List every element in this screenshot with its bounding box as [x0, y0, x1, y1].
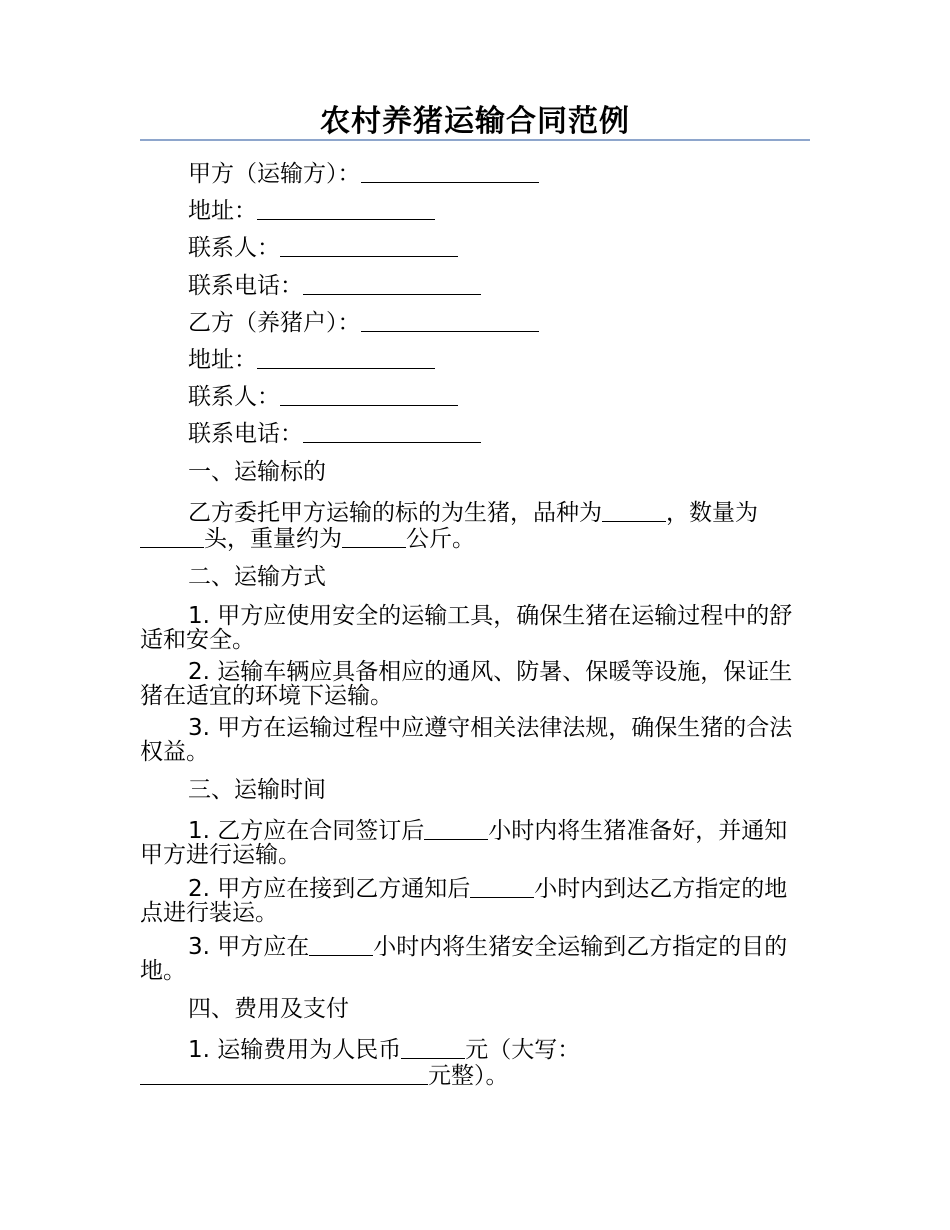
text-run: 元整）。 — [428, 1062, 509, 1089]
fill-blank — [257, 346, 435, 369]
fill-blank — [401, 1036, 465, 1059]
title-divider — [140, 139, 810, 141]
section-heading: 三、运输时间 — [188, 776, 326, 803]
party-b-contact-line — [188, 379, 810, 416]
fill-blank — [424, 817, 488, 840]
fill-blank — [361, 309, 539, 332]
contract-body — [140, 156, 810, 1096]
text-run: 小时内将生猪准备好，并通知甲方进行运输。 — [140, 817, 788, 868]
field-label: 联系人： — [188, 384, 280, 411]
section-heading: 四、费用及支付 — [188, 995, 349, 1022]
text-run: 元（大写： — [465, 1036, 581, 1063]
fill-blank — [257, 197, 435, 220]
fill-blank — [361, 160, 539, 183]
clause-item — [140, 817, 810, 867]
party-a-contact-line — [188, 230, 810, 267]
field-label: 联系人： — [188, 235, 280, 262]
party-b-phone-line — [188, 416, 810, 453]
clause-item — [140, 875, 810, 925]
clause-item: 3. 甲方在运输过程中应遵守相关法律法规，确保生猪的合法权益。 — [140, 714, 793, 765]
fill-blank — [309, 933, 373, 956]
fill-blank — [303, 272, 481, 295]
paragraph-subject — [140, 499, 810, 551]
clause-item: 2. 运输车辆应具备相应的通风、防暑、保暖等设施，保证生猪在适宜的环境下运输。 — [140, 658, 793, 709]
text-run: 3. 甲方应在 — [188, 933, 310, 960]
party-a-name-line — [188, 156, 810, 193]
party-b-address-line — [188, 342, 810, 379]
clause-item: 1. 甲方应使用安全的运输工具，确保生猪在运输过程中的舒适和安全。 — [140, 602, 793, 653]
party-b-name-line — [188, 305, 810, 342]
party-a-address-line — [188, 193, 810, 230]
field-label: 联系电话： — [188, 421, 303, 448]
fill-blank — [280, 383, 458, 406]
text-run: 小时内到达乙方指定的地点进行装运。 — [140, 875, 788, 926]
fill-blank — [140, 1062, 428, 1085]
field-label: 联系电话： — [188, 272, 303, 299]
party-a-phone-line — [188, 268, 810, 305]
document-title: 农村养猪运输合同范例 — [320, 104, 630, 139]
text-run: 1. 乙方应在合同签订后 — [188, 817, 425, 844]
section-heading: 一、运输标的 — [188, 458, 326, 485]
text-run: 2. 甲方应在接到乙方通知后 — [188, 875, 471, 902]
fill-blank — [140, 525, 204, 548]
clause-item — [140, 933, 810, 983]
field-label: 乙方（养猪户）： — [188, 309, 361, 336]
fill-blank — [602, 499, 666, 522]
clause-item — [140, 1036, 810, 1088]
fill-blank — [342, 525, 406, 548]
section-heading: 二、运输方式 — [188, 563, 326, 590]
text-run: 公斤。 — [406, 525, 475, 552]
field-label: 地址： — [188, 198, 257, 225]
text-run: 小时内将生猪安全运输到乙方指定的目的地。 — [140, 933, 788, 984]
text-run: 1. 运输费用为人民币 — [188, 1036, 402, 1063]
text-run: ，数量为 — [666, 499, 758, 526]
field-label: 甲方（运输方）： — [188, 161, 361, 187]
field-label: 地址： — [188, 346, 257, 373]
fill-blank — [280, 234, 458, 257]
fill-blank — [303, 420, 481, 443]
text-run: 头，重量约为 — [204, 525, 342, 552]
fill-blank — [470, 875, 534, 898]
text-run: 乙方委托甲方运输的标的为生猪，品种为 — [188, 499, 602, 526]
